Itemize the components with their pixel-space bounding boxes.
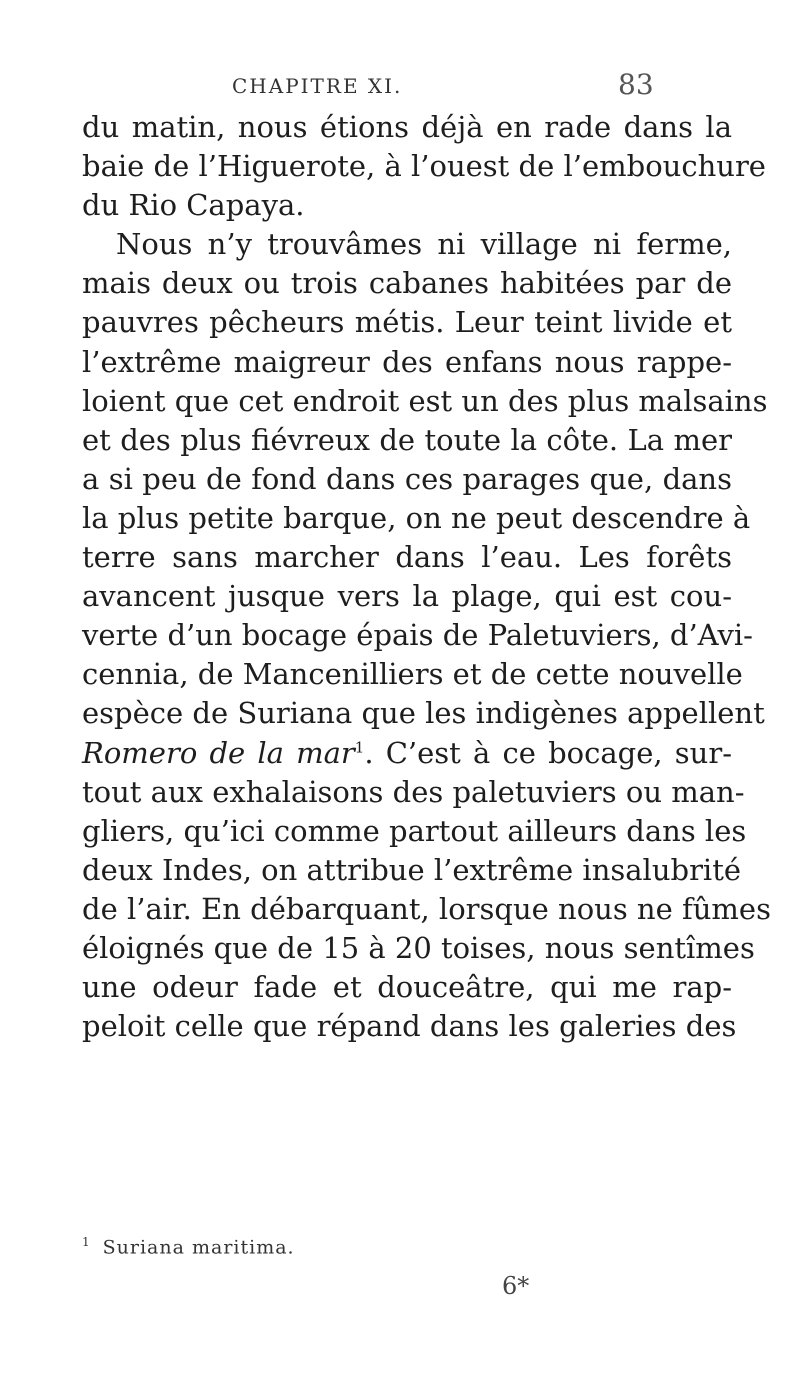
text-line bbox=[82, 734, 732, 773]
text-line: baie de l’Higuerote, à l’ouest de l’embouchure bbox=[82, 149, 766, 184]
text-line: tout aux exhalaisons des paletuviers ou man- bbox=[82, 774, 745, 809]
text-line: de l’air. En débarquant, lorsque nous ne fûmes bbox=[82, 891, 771, 926]
text-line: la plus petite barque, on ne peut descendre à bbox=[82, 500, 751, 535]
text-line: loient que cet endroit est un des plus malsains bbox=[82, 383, 768, 418]
page-number: 83 bbox=[618, 68, 654, 101]
text-line: terre sans marcher dans l’eau. Les forêts bbox=[82, 540, 732, 575]
text-line: mais deux ou trois cabanes habitées par de bbox=[82, 266, 732, 301]
text-line: une odeur fade et douceâtre, qui me rap- bbox=[82, 970, 732, 1005]
text-line: du Rio Capaya. bbox=[82, 188, 305, 223]
signature-mark: 6* bbox=[502, 1272, 530, 1300]
text-line: espèce de Suriana que les indigènes appellent bbox=[82, 696, 765, 731]
footnote bbox=[82, 1235, 295, 1258]
text-line: éloignés que de 15 à 20 toises, nous sentîmes bbox=[82, 930, 755, 965]
text-line: pauvres pêcheurs métis. Leur teint livide et bbox=[82, 305, 732, 340]
italic-plant-name: Romero de la mar bbox=[82, 735, 355, 770]
page-header bbox=[0, 62, 801, 102]
text-line: deux Indes, on attribue l’extrême insalubrité bbox=[82, 852, 742, 887]
text-line: Nous n’y trouvâmes ni village ni ferme, bbox=[116, 227, 732, 262]
text-line: avancent jusque vers la plage, qui est cou- bbox=[82, 579, 732, 614]
running-head: CHAPITRE XI. bbox=[232, 74, 403, 98]
footnote-marker: 1 bbox=[82, 1235, 91, 1249]
text-line: l’extrême maigreur des enfans nous rappe- bbox=[82, 344, 732, 379]
text-line: du matin, nous étions déjà en rade dans la bbox=[82, 110, 732, 144]
text-line: a si peu de fond dans ces parages que, dans bbox=[82, 461, 732, 496]
text-line: cennia, de Mancenilliers et de cette nouvelle bbox=[82, 657, 743, 692]
text-line: gliers, qu’ici comme partout ailleurs dans les bbox=[82, 813, 747, 848]
text-line-rest: . C’est à ce bocage, sur- bbox=[364, 735, 732, 770]
footnote-reference[interactable]: 1 bbox=[354, 737, 365, 756]
footnote-text: Suriana maritima. bbox=[102, 1236, 295, 1259]
text-line: verte d’un bocage épais de Paletuviers, d’Avi- bbox=[82, 618, 753, 653]
text-line: et des plus fiévreux de toute la côte. La mer bbox=[82, 422, 732, 457]
text-line: peloit celle que répand dans les galeries des bbox=[82, 1009, 737, 1044]
body-text bbox=[82, 108, 771, 1046]
